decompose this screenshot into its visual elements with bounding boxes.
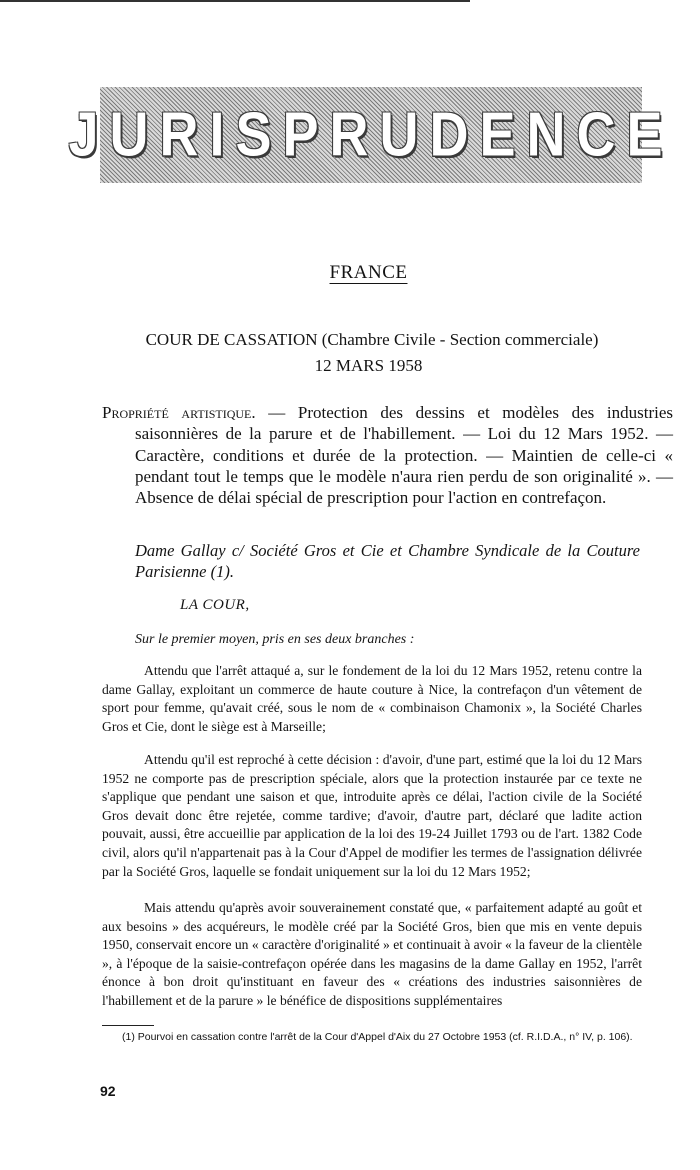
body-paragraph-2: Attendu qu'il est reproché à cette décision : d'avoir, d'une part, estimé que la loi du 12 Mars 1952 ne comporte pas de prescription spéciale, alors que la protection instaurée par ce texte ne s'applique que pendant une saison et que, introduite après ce délai, l'action civile de la Société Gros devait donc être rejetée, comme tardive; d'avoir, d'autre part, déclaré que ladite action pouvait, aussi, être accueillie par application de la loi des 19-24 Juillet 1793 ou de l'art. 1382 Code civil, alors qu'il n'appartenait pas à la Cour d'Appel de modifier les termes de l'assignation délivrée par la Société Gros, laquelle se fondait uniquement sur la loi du 12 Mars 1952; xyxy=(102,752,642,879)
footnote-rule xyxy=(102,1025,154,1026)
la-cour-heading: LA COUR, xyxy=(180,597,250,613)
headnote-body: — Protection des dessins et modèles des industries saisonnières de la parure et de l'habillement. — Loi du 12 Mars 1952. — Caractère, conditions et durée de la protection. — Maintien de celle-ci « pendant tout le temps que le modèle n'aura rien perdu de son originalité ». — Absence de délai spécial de prescription pour l'action en contrefaçon. xyxy=(135,403,673,508)
footnote: (1) Pourvoi en cassation contre l'arrêt de la Cour d'Appel d'Aix du 27 Octobre 1953 (cf. R.I.D.A., n° IV, p. 106). xyxy=(122,1031,633,1043)
banner-title: JURISPRUDENCE xyxy=(68,100,674,170)
top-rule xyxy=(0,0,470,2)
body-paragraph-1: Attendu que l'arrêt attaqué a, sur le fondement de la loi du 12 Mars 1952, retenu contre la dame Gallay, exploitant un commerce de haute couture à Nice, la contrefaçon d'un vêtement de sport pour femme, qu'avait créé, sous le nom de « combinaison Chamonix », la Société Charles Gros et Cie, dont le siège est à Marseille; xyxy=(102,663,642,734)
section-banner xyxy=(68,87,674,183)
headnote-lead: Propriété artistique. xyxy=(102,403,256,422)
headnote xyxy=(102,402,673,508)
country-heading xyxy=(0,262,700,284)
body-paragraph-3: Mais attendu qu'après avoir souverainement constaté que, « parfaitement adapté au goût et aux besoins » des acquéreurs, le modèle créé par la Société Gros, bien que mis en vente depuis 1950, conservait encore un « caractère d'originalité » et continuait à avoir « la faveur de la clientèle », à l'époque de la saisie-contrefaçon opérée dans les magasins de la dame Gallay en 1952, l'arrêt énonce à bon droit qu'instituant en faveur des « créations des industries saisonnières de l'habillement et de la parure » le bénéfice de dispositions supplémentaires xyxy=(102,900,642,1008)
country-label: FRANCE xyxy=(329,262,408,283)
decision-date: 12 MARS 1958 xyxy=(314,356,423,375)
court-name: COUR DE CASSATION (Chambre Civile - Section commerciale) xyxy=(145,330,599,349)
page-number: 92 xyxy=(100,1083,116,1099)
case-parties: Dame Gallay c/ Société Gros et Cie et Chambre Syndicale de la Couture Parisienne (1). xyxy=(135,541,640,581)
premier-moyen-heading: Sur le premier moyen, pris en ses deux branches : xyxy=(135,632,415,647)
